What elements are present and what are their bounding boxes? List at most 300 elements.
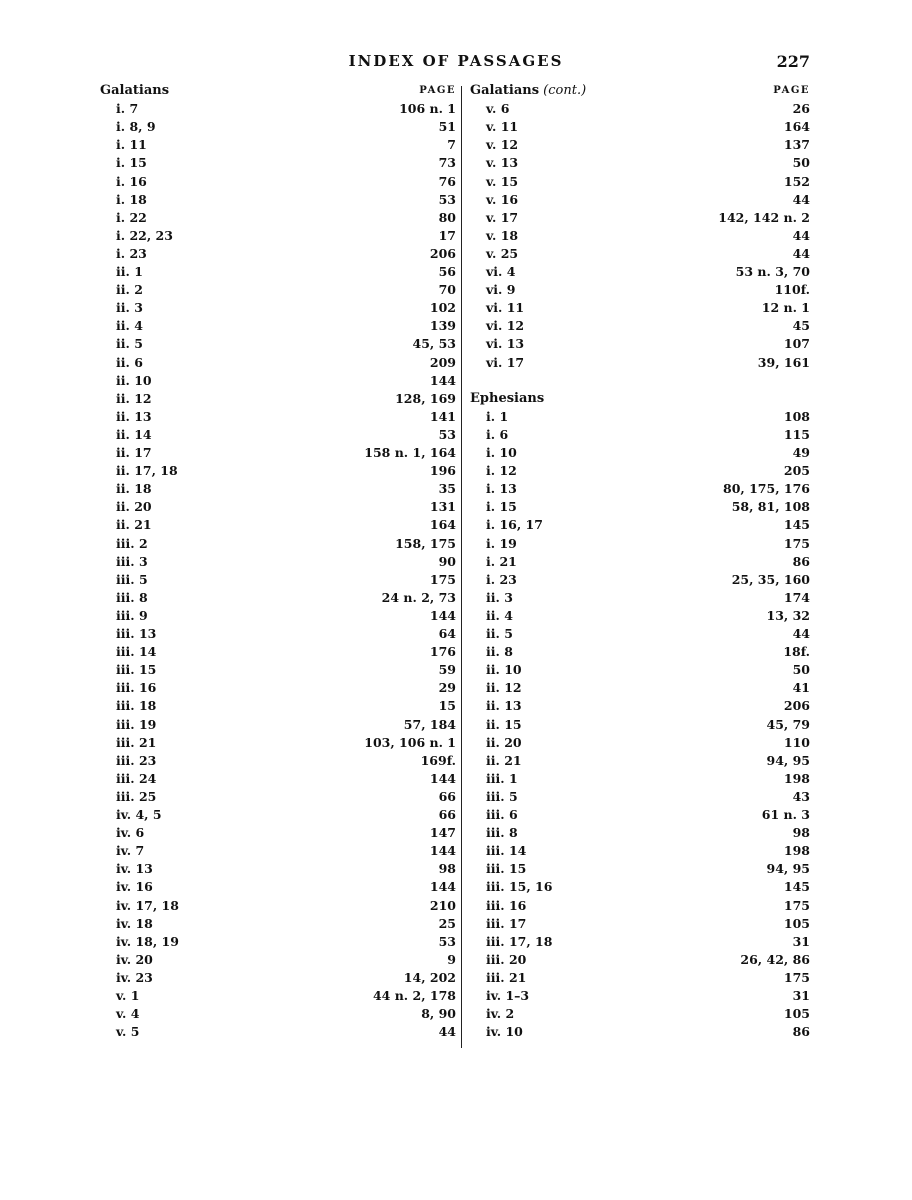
page-ref: 80, 175, 176 bbox=[723, 481, 810, 497]
page-number: 227 bbox=[776, 52, 810, 71]
passage-ref: iii. 5 bbox=[486, 788, 518, 804]
index-entry bbox=[470, 571, 810, 589]
index-entry bbox=[100, 480, 456, 498]
passage-ref: i. 10 bbox=[486, 445, 517, 460]
page-ref: 58, 81, 108 bbox=[731, 499, 810, 515]
index-entry bbox=[470, 643, 810, 661]
page-ref: 141 bbox=[429, 408, 456, 424]
index-entry bbox=[100, 897, 456, 915]
page-ref: 174 bbox=[783, 589, 810, 605]
page-ref: 53 bbox=[438, 426, 456, 442]
page-ref: 144 bbox=[429, 879, 456, 895]
page-ref: 198 bbox=[783, 843, 810, 859]
page-title: INDEX OF PASSAGES bbox=[348, 52, 564, 70]
index-entry bbox=[470, 426, 810, 444]
index-entry bbox=[470, 878, 810, 896]
index-entry bbox=[470, 299, 810, 317]
passage-ref: ii. 13 bbox=[116, 408, 152, 424]
index-entry bbox=[470, 716, 810, 734]
passage-ref: vi. 4 bbox=[486, 264, 516, 279]
page-ref: 80 bbox=[438, 209, 456, 225]
passage-ref: i. 21 bbox=[486, 553, 517, 569]
page-ref: 137 bbox=[783, 137, 810, 153]
index-entry bbox=[100, 462, 456, 480]
page-ref: 41 bbox=[792, 680, 810, 696]
passage-ref: ii. 20 bbox=[116, 499, 152, 515]
page-ref: 13, 32 bbox=[766, 607, 810, 623]
page-ref: 7 bbox=[447, 137, 456, 153]
page-ref: 128, 169 bbox=[395, 390, 456, 406]
passage-ref: i. 11 bbox=[116, 137, 147, 153]
index-entry bbox=[100, 245, 456, 263]
page-ref: 26 bbox=[792, 101, 810, 117]
index-entry bbox=[470, 625, 810, 643]
index-entry bbox=[470, 408, 810, 426]
index-entry bbox=[100, 1005, 456, 1023]
index-entry bbox=[470, 335, 810, 353]
passage-ref: ii. 4 bbox=[116, 318, 143, 334]
passage-ref: iii. 15 bbox=[116, 662, 157, 678]
passage-ref: i. 8, 9 bbox=[116, 119, 156, 135]
index-entry bbox=[100, 317, 456, 335]
passage-ref: iii. 15, 16 bbox=[486, 879, 553, 895]
passage-ref: iv. 6 bbox=[116, 825, 145, 841]
page-ref: 15 bbox=[438, 698, 456, 714]
index-entry bbox=[470, 1005, 810, 1023]
index-entry bbox=[100, 408, 456, 426]
passage-ref: i. 22 bbox=[116, 209, 147, 225]
index-entry bbox=[100, 969, 456, 987]
index-entry bbox=[470, 824, 810, 842]
passage-ref: v. 13 bbox=[486, 155, 519, 171]
index-entry bbox=[470, 951, 810, 969]
page-ref: 53 n. 3, 70 bbox=[735, 264, 810, 279]
index-entry bbox=[470, 154, 810, 172]
index-entry bbox=[470, 317, 810, 335]
index-entry bbox=[470, 444, 810, 462]
index-entry bbox=[100, 661, 456, 679]
page-ref: 105 bbox=[783, 915, 810, 931]
index-entry bbox=[470, 589, 810, 607]
page-ref: 45 bbox=[792, 318, 810, 334]
index-entry bbox=[100, 842, 456, 860]
index-entry bbox=[100, 335, 456, 353]
index-entry bbox=[100, 788, 456, 806]
page-ref: 31 bbox=[792, 933, 810, 949]
page-ref: 164 bbox=[783, 119, 810, 135]
passage-ref: iii. 14 bbox=[486, 843, 527, 859]
page-column-label: PAGE bbox=[773, 85, 810, 96]
page-ref: 45, 53 bbox=[412, 336, 456, 352]
index-entry bbox=[470, 281, 810, 299]
passage-ref: vi. 11 bbox=[486, 300, 525, 316]
page-ref: 106 n. 1 bbox=[399, 101, 456, 117]
index-entry bbox=[100, 571, 456, 589]
passage-ref: v. 5 bbox=[116, 1024, 140, 1040]
passage-ref: iii. 15 bbox=[486, 861, 527, 877]
index-entry bbox=[100, 535, 456, 553]
passage-ref: ii. 3 bbox=[486, 589, 513, 605]
index-entry bbox=[100, 752, 456, 770]
page-ref: 31 bbox=[792, 988, 810, 1003]
passage-ref: i. 23 bbox=[486, 571, 517, 587]
index-entry bbox=[470, 209, 810, 227]
page-ref: 175 bbox=[783, 897, 810, 913]
index-entry bbox=[100, 154, 456, 172]
passage-ref: iv. 7 bbox=[116, 843, 145, 859]
index-entry bbox=[470, 679, 810, 697]
passage-ref: iii. 21 bbox=[486, 969, 527, 985]
page-ref: 144 bbox=[429, 372, 456, 388]
page-ref: 44 bbox=[792, 191, 810, 207]
index-entry bbox=[100, 118, 456, 136]
passage-ref: iii. 21 bbox=[116, 734, 157, 750]
index-entry bbox=[100, 426, 456, 444]
page-ref: 50 bbox=[792, 155, 810, 171]
page-ref: 66 bbox=[438, 807, 456, 822]
passage-ref: iii. 3 bbox=[116, 553, 148, 569]
passage-ref: v. 4 bbox=[116, 1006, 140, 1022]
passage-ref: iii. 23 bbox=[116, 752, 157, 768]
page-ref: 14, 202 bbox=[403, 969, 456, 985]
passage-ref: ii. 5 bbox=[486, 626, 513, 641]
index-entry bbox=[470, 860, 810, 878]
passage-ref: ii. 15 bbox=[486, 716, 522, 732]
index-entry bbox=[470, 553, 810, 571]
page-ref: 158 n. 1, 164 bbox=[364, 445, 456, 460]
index-entry bbox=[100, 209, 456, 227]
passage-ref: i. 22, 23 bbox=[116, 227, 173, 243]
page-ref: 26, 42, 86 bbox=[740, 951, 810, 967]
index-entry bbox=[100, 444, 456, 462]
page-ref: 196 bbox=[429, 463, 456, 479]
book-name: Galatians bbox=[100, 83, 170, 98]
page-ref: 76 bbox=[438, 173, 456, 189]
page-ref: 145 bbox=[783, 517, 810, 533]
page-ref: 29 bbox=[438, 680, 456, 696]
index-entry bbox=[470, 806, 810, 824]
page-ref: 66 bbox=[438, 788, 456, 804]
passage-ref: i. 6 bbox=[486, 426, 509, 442]
passage-ref: iii. 6 bbox=[486, 807, 518, 822]
page-ref: 59 bbox=[438, 662, 456, 678]
page-ref: 175 bbox=[783, 535, 810, 551]
index-entry bbox=[100, 1023, 456, 1041]
index-entry bbox=[100, 933, 456, 951]
passage-ref: ii. 17 bbox=[116, 445, 152, 460]
page-ref: 98 bbox=[438, 861, 456, 877]
page-ref: 175 bbox=[783, 969, 810, 985]
passage-ref: iii. 20 bbox=[486, 951, 527, 967]
passage-ref: ii. 10 bbox=[116, 372, 152, 388]
page-ref: 210 bbox=[429, 897, 456, 913]
index-entry bbox=[470, 842, 810, 860]
index-entry bbox=[470, 227, 810, 245]
book-name: Ephesians bbox=[470, 390, 545, 406]
index-entry bbox=[470, 480, 810, 498]
page-ref: 51 bbox=[438, 119, 456, 135]
page-ref: 73 bbox=[438, 155, 456, 171]
index-entry bbox=[470, 770, 810, 788]
passage-ref: iii. 8 bbox=[486, 825, 518, 841]
passage-ref: i. 15 bbox=[486, 499, 517, 515]
page-ref: 53 bbox=[438, 191, 456, 207]
passage-ref: i. 23 bbox=[116, 245, 147, 261]
page-ref: 142, 142 n. 2 bbox=[718, 209, 810, 225]
passage-ref: v. 12 bbox=[486, 137, 519, 153]
index-entry bbox=[100, 589, 456, 607]
passage-ref: iv. 2 bbox=[486, 1006, 515, 1022]
passage-ref: ii. 12 bbox=[116, 390, 152, 406]
page-ref: 169f. bbox=[420, 752, 456, 768]
index-heading bbox=[100, 82, 456, 100]
page-ref: 110 bbox=[783, 734, 810, 750]
page-ref: 115 bbox=[783, 426, 810, 442]
index-entry bbox=[470, 191, 810, 209]
index-entry bbox=[100, 679, 456, 697]
passage-ref: iii. 9 bbox=[116, 607, 148, 623]
passage-ref: v. 11 bbox=[486, 119, 519, 135]
passage-ref: iii. 16 bbox=[486, 897, 527, 913]
index-entry bbox=[470, 933, 810, 951]
passage-ref: vi. 13 bbox=[486, 336, 525, 352]
passage-ref: iii. 19 bbox=[116, 716, 157, 732]
index-entry bbox=[470, 462, 810, 480]
page-ref: 147 bbox=[429, 825, 456, 841]
index-entry bbox=[470, 697, 810, 715]
passage-ref: i. 13 bbox=[486, 481, 517, 497]
passage-ref: i. 15 bbox=[116, 155, 147, 171]
passage-ref: ii. 3 bbox=[116, 300, 143, 316]
passage-ref: iv. 13 bbox=[116, 861, 153, 877]
passage-ref: iv. 20 bbox=[116, 951, 153, 967]
index-entry bbox=[100, 372, 456, 390]
index-entry bbox=[100, 498, 456, 516]
page-ref: 98 bbox=[792, 825, 810, 841]
page-ref: 144 bbox=[429, 607, 456, 623]
index-entry bbox=[470, 100, 810, 118]
page-ref: 8, 90 bbox=[421, 1006, 456, 1022]
index-heading bbox=[470, 390, 810, 408]
index-entry bbox=[100, 100, 456, 118]
passage-ref: ii. 20 bbox=[486, 734, 522, 750]
passage-ref: v. 6 bbox=[486, 101, 510, 117]
passage-ref: i. 16, 17 bbox=[486, 517, 543, 533]
passage-ref: iii. 18 bbox=[116, 698, 157, 714]
passage-ref: ii. 13 bbox=[486, 698, 522, 714]
continued-label: (cont.) bbox=[539, 83, 587, 98]
page-ref: 164 bbox=[429, 517, 456, 533]
page-ref: 105 bbox=[783, 1006, 810, 1022]
passage-ref: iii. 16 bbox=[116, 680, 157, 696]
page-column-label: PAGE bbox=[419, 85, 456, 96]
index-entry bbox=[100, 281, 456, 299]
index-entry bbox=[100, 987, 456, 1005]
page-ref: 9 bbox=[447, 951, 456, 967]
passage-ref: ii. 18 bbox=[116, 481, 152, 497]
index-entry bbox=[100, 716, 456, 734]
index-entry bbox=[470, 969, 810, 987]
page-ref: 205 bbox=[783, 463, 810, 479]
index-entry bbox=[100, 734, 456, 752]
index-entry bbox=[470, 263, 810, 281]
passage-ref: ii. 8 bbox=[486, 644, 513, 660]
passage-ref: iv. 1–3 bbox=[486, 988, 530, 1003]
index-entry bbox=[470, 173, 810, 191]
page-ref: 144 bbox=[429, 770, 456, 786]
column-divider bbox=[461, 86, 462, 1048]
page-ref: 50 bbox=[792, 662, 810, 678]
page-ref: 61 n. 3 bbox=[761, 807, 810, 822]
passage-ref: v. 17 bbox=[486, 209, 519, 225]
index-entry bbox=[100, 191, 456, 209]
index-entry bbox=[100, 915, 456, 933]
index-entry bbox=[470, 136, 810, 154]
index-entry bbox=[100, 860, 456, 878]
index-entry bbox=[470, 915, 810, 933]
page-ref: 107 bbox=[783, 336, 810, 352]
page-ref: 206 bbox=[429, 245, 456, 261]
index-entry bbox=[100, 697, 456, 715]
page-ref: 44 bbox=[792, 227, 810, 243]
passage-ref: iii. 17, 18 bbox=[486, 933, 553, 949]
passage-ref: v. 25 bbox=[486, 245, 519, 261]
index-entry bbox=[100, 806, 456, 824]
index-entry bbox=[100, 607, 456, 625]
passage-ref: iii. 5 bbox=[116, 571, 148, 587]
passage-ref: iv. 18 bbox=[116, 915, 153, 931]
index-entry bbox=[100, 643, 456, 661]
page-ref: 131 bbox=[429, 499, 456, 515]
page-ref: 25 bbox=[438, 915, 456, 931]
page-ref: 25, 35, 160 bbox=[731, 571, 810, 587]
page-ref: 39, 161 bbox=[757, 354, 810, 370]
page-ref: 70 bbox=[438, 282, 456, 298]
index-entry bbox=[100, 824, 456, 842]
passage-ref: v. 16 bbox=[486, 191, 519, 207]
index-entry bbox=[470, 1023, 810, 1041]
page-ref: 198 bbox=[783, 770, 810, 786]
page-ref: 17 bbox=[438, 227, 456, 243]
page-ref: 110f. bbox=[774, 282, 810, 298]
passage-ref: v. 18 bbox=[486, 227, 519, 243]
passage-ref: ii. 12 bbox=[486, 680, 522, 696]
index-entry bbox=[470, 535, 810, 553]
passage-ref: iv. 23 bbox=[116, 969, 153, 985]
index-heading bbox=[470, 82, 810, 100]
passage-ref: ii. 21 bbox=[486, 752, 522, 768]
index-entry bbox=[470, 245, 810, 263]
page-ref: 49 bbox=[792, 445, 810, 460]
page-ref: 64 bbox=[438, 626, 456, 641]
index-entry bbox=[470, 118, 810, 136]
page-ref: 44 bbox=[792, 245, 810, 261]
passage-ref: ii. 21 bbox=[116, 517, 152, 533]
page-ref: 56 bbox=[438, 264, 456, 279]
passage-ref: ii. 2 bbox=[116, 282, 143, 298]
page-ref: 108 bbox=[783, 408, 810, 424]
page-ref: 209 bbox=[429, 354, 456, 370]
passage-ref: ii. 10 bbox=[486, 662, 522, 678]
page-ref: 53 bbox=[438, 933, 456, 949]
passage-ref: iii. 1 bbox=[486, 770, 518, 786]
book-name: Galatians (cont.) bbox=[470, 83, 587, 98]
index-entry bbox=[470, 734, 810, 752]
passage-ref: ii. 17, 18 bbox=[116, 463, 178, 479]
passage-ref: i. 12 bbox=[486, 463, 517, 479]
page-ref: 44 bbox=[438, 1024, 456, 1040]
index-entry bbox=[100, 173, 456, 191]
passage-ref: vi. 12 bbox=[486, 318, 525, 334]
passage-ref: iii. 13 bbox=[116, 626, 157, 641]
page-ref: 176 bbox=[429, 644, 456, 660]
passage-ref: i. 19 bbox=[486, 535, 517, 551]
index-entry bbox=[470, 788, 810, 806]
passage-ref: iv. 4, 5 bbox=[116, 807, 162, 822]
passage-ref: iv. 10 bbox=[486, 1024, 523, 1040]
page-ref: 102 bbox=[429, 300, 456, 316]
index-entry bbox=[100, 951, 456, 969]
page-ref: 175 bbox=[429, 571, 456, 587]
passage-ref: ii. 6 bbox=[116, 354, 143, 370]
passage-ref: v. 1 bbox=[116, 988, 140, 1003]
page-ref: 94, 95 bbox=[766, 861, 810, 877]
passage-ref: v. 15 bbox=[486, 173, 519, 189]
page-ref: 103, 106 n. 1 bbox=[364, 734, 456, 750]
index-entry bbox=[100, 878, 456, 896]
index-entry bbox=[100, 263, 456, 281]
index-entry bbox=[470, 661, 810, 679]
page-ref: 44 bbox=[792, 626, 810, 641]
index-entry bbox=[100, 770, 456, 788]
index-entry bbox=[470, 354, 810, 372]
index-entry bbox=[100, 553, 456, 571]
page-ref: 152 bbox=[783, 173, 810, 189]
index-entry bbox=[100, 625, 456, 643]
passage-ref: iii. 24 bbox=[116, 770, 157, 786]
index-entry bbox=[470, 607, 810, 625]
passage-ref: iii. 25 bbox=[116, 788, 157, 804]
index-entry bbox=[100, 354, 456, 372]
index-entry bbox=[470, 897, 810, 915]
passage-ref: i. 18 bbox=[116, 191, 147, 207]
index-entry bbox=[100, 390, 456, 408]
index-entry bbox=[470, 987, 810, 1005]
page-ref: 44 n. 2, 178 bbox=[372, 988, 456, 1003]
passage-ref: ii. 4 bbox=[486, 607, 513, 623]
page-ref: 86 bbox=[792, 1024, 810, 1040]
passage-ref: ii. 5 bbox=[116, 336, 143, 352]
page-ref: 43 bbox=[792, 788, 810, 804]
page-ref: 139 bbox=[429, 318, 456, 334]
page-ref: 24 n. 2, 73 bbox=[381, 589, 456, 605]
passage-ref: iii. 8 bbox=[116, 589, 148, 605]
page-ref: 18f. bbox=[783, 644, 810, 660]
page-ref: 90 bbox=[438, 553, 456, 569]
passage-ref: ii. 14 bbox=[116, 426, 152, 442]
passage-ref: iv. 18, 19 bbox=[116, 933, 179, 949]
passage-ref: i. 7 bbox=[116, 101, 139, 117]
index-entry bbox=[100, 227, 456, 245]
passage-ref: ii. 1 bbox=[116, 264, 143, 279]
page-ref: 57, 184 bbox=[403, 716, 456, 732]
passage-ref: i. 16 bbox=[116, 173, 147, 189]
passage-ref: iii. 2 bbox=[116, 535, 148, 551]
page-ref: 35 bbox=[438, 481, 456, 497]
page-ref: 144 bbox=[429, 843, 456, 859]
passage-ref: i. 1 bbox=[486, 408, 509, 424]
passage-ref: iii. 17 bbox=[486, 915, 527, 931]
